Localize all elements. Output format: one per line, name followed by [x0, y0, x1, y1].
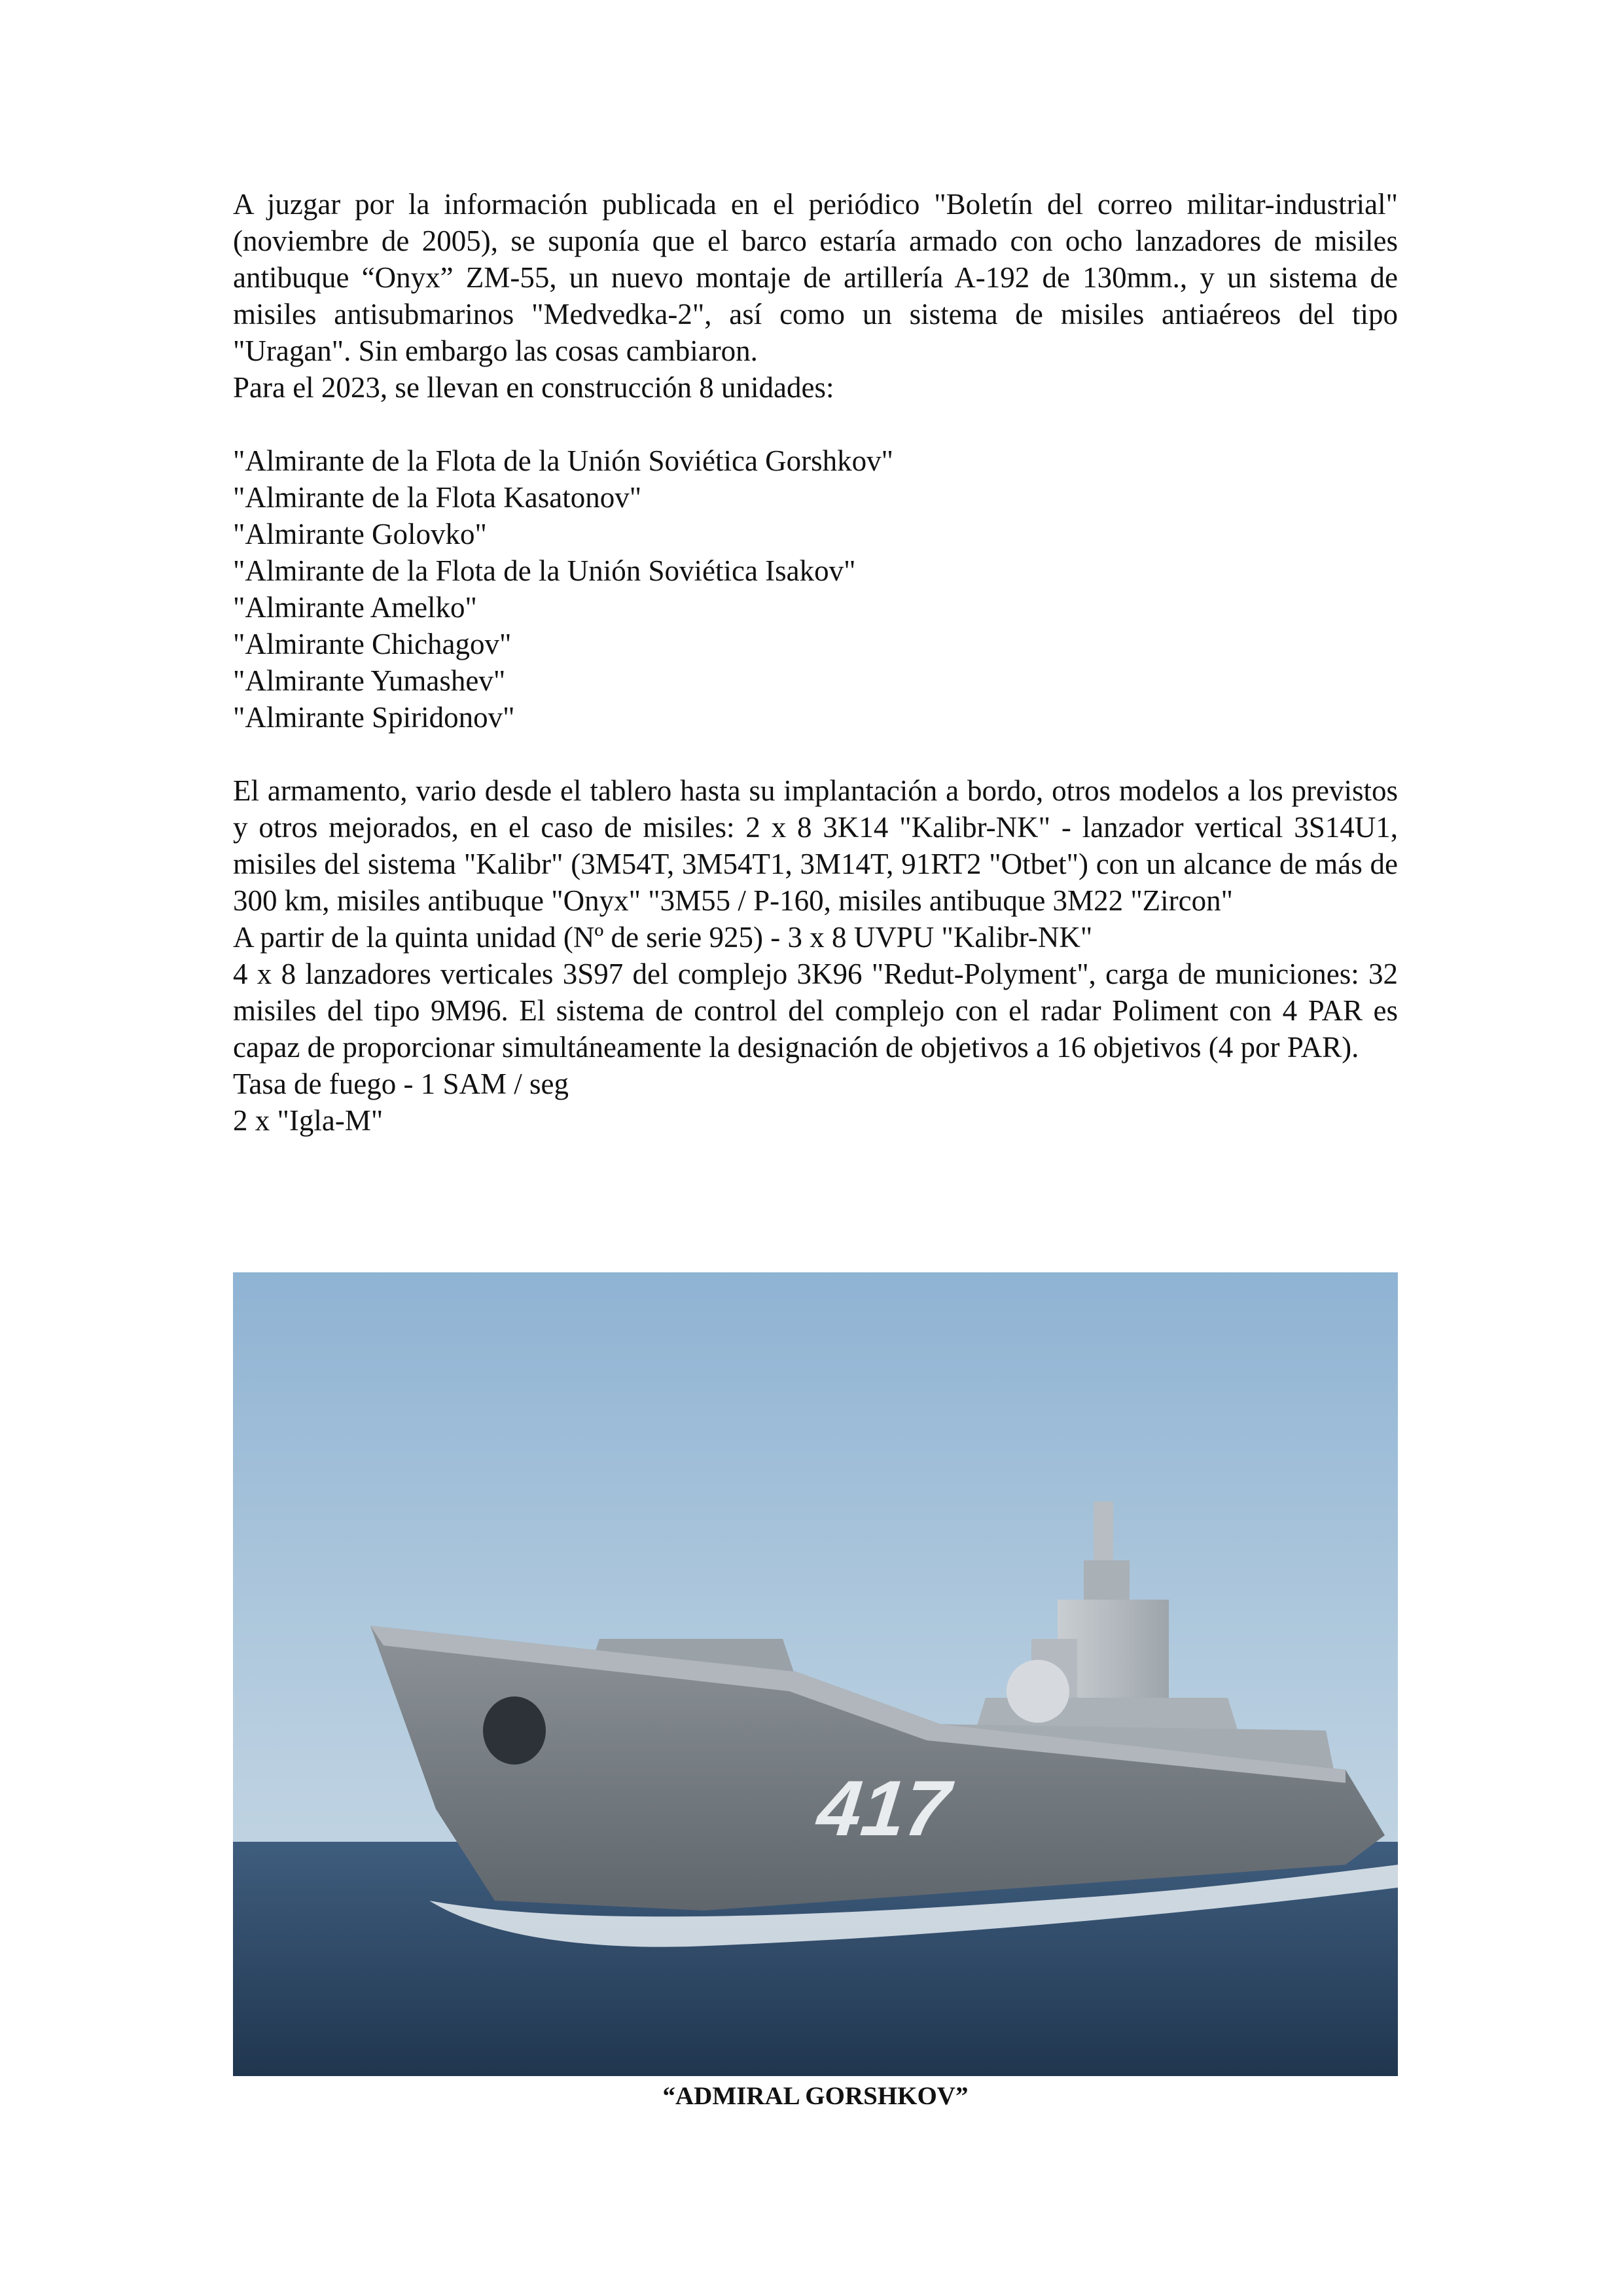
anchor-recess [483, 1696, 546, 1765]
fifth-unit-line: A partir de la quinta unidad (Nº de serie 925) - 3 x 8 UVPU "Kalibr-NK" [233, 921, 1093, 954]
list-item: "Almirante de la Flota de la Unión Soviética Gorshkov" [233, 444, 894, 477]
fire-rate-line: Tasa de fuego - 1 SAM / seg [233, 1067, 569, 1100]
list-item: "Almirante Spiridonov" [233, 701, 515, 734]
list-item: "Almirante de la Flota Kasatonov" [233, 481, 642, 514]
redut-paragraph: 4 x 8 lanzadores verticales 3S97 del complejo 3K96 "Redut-Polyment", carga de municiones: 32 misiles del tipo 9M96. El sistema de control del complejo con el radar Poliment con 4 PAR es capaz de proporcionar simultáneamente la designación de objetivos a 16 objetivos (4 por PAR). [233, 958, 1398, 1064]
construction-line: Para el 2023, se llevan en construcción 8 unidades: [233, 371, 834, 404]
ship-photo [233, 1272, 1398, 2076]
intro-paragraph: A juzgar por la información publicada en el periódico "Boletín del correo militar-industrial" (noviembre de 2005), se suponía que el barco estaría armado con ocho lanzadores de misiles antibuque “Onyx” ZM-55, un nuevo montaje de artillería A-192 de 130mm., y un sistema de misiles antisubmarinos "Medvedka-2", así como un sistema de misiles antiaéreos del tipo "Uragan". Sin embargo las cosas cambiaron. [233, 188, 1398, 367]
list-item: "Almirante Golovko" [233, 518, 487, 550]
list-item: "Almirante Amelko" [233, 591, 477, 624]
armament-paragraph: El armamento, vario desde el tablero hasta su implantación a bordo, otros modelos a los previstos y otros mejorados, en el caso de misiles: 2 x 8 3K14 "Kalibr-NK" - lanzador vertical 3S14U1, misiles del sistema "Kalibr" (3M54T, 3M54T1, 3M14T, 91RT2 "Otbet") con un alcance de más de 300 km, misiles antibuque "Onyx" "3M55 / P-160, misiles antibuque 3M22 "Zircon" [233, 774, 1398, 917]
document-body [233, 186, 1398, 1139]
photo-caption: “ADMIRAL GORSHKOV” [662, 2082, 969, 2110]
hull-number: 417 [813, 1765, 954, 1852]
list-item: "Almirante Chichagov" [233, 628, 512, 660]
ship-list [233, 442, 1398, 736]
list-item: "Almirante de la Flota de la Unión Soviética Isakov" [233, 554, 856, 587]
igla-line: 2 x "Igla-M" [233, 1104, 383, 1137]
list-item: "Almirante Yumashev" [233, 664, 506, 697]
